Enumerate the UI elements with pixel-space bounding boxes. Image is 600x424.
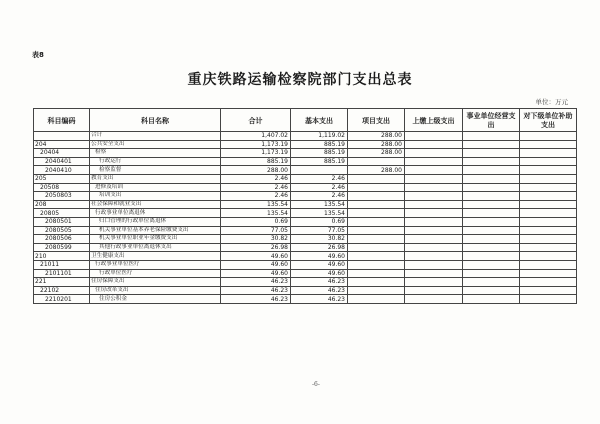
- cell-operating: [463, 278, 520, 287]
- cell-code: 2080505: [34, 226, 90, 235]
- cell-project: [348, 209, 405, 218]
- cell-code: 2101101: [34, 269, 90, 278]
- cell-total: 1,173.19: [221, 149, 291, 158]
- cell-basic: 1,119.02: [291, 132, 348, 141]
- cell-basic: 2.46: [291, 183, 348, 192]
- cell-total: 2.46: [221, 174, 291, 183]
- cell-code: 2080501: [34, 217, 90, 226]
- cell-code: 2040401: [34, 157, 90, 166]
- cell-code: 20404: [34, 149, 90, 158]
- cell-upper: [405, 157, 463, 166]
- table-body: [34, 132, 577, 304]
- table-row: [34, 278, 577, 287]
- cell-code: 210: [34, 252, 90, 261]
- cell-code: 208: [34, 200, 90, 209]
- cell-operating: [463, 286, 520, 295]
- cell-total: 135.54: [221, 209, 291, 218]
- header-subsidy: 对下级单位补助支出: [520, 109, 577, 132]
- header-basic: 基本支出: [291, 109, 348, 132]
- cell-total: 49.60: [221, 260, 291, 269]
- cell-upper: [405, 286, 463, 295]
- table-row: [34, 226, 577, 235]
- cell-name: 机关事业单位职业年金缴费支出: [90, 235, 221, 244]
- cell-upper: [405, 209, 463, 218]
- cell-code: 2080506: [34, 235, 90, 244]
- cell-name: 其他行政事业单位离退休支出: [90, 243, 221, 252]
- cell-upper: [405, 235, 463, 244]
- cell-project: [348, 260, 405, 269]
- cell-upper: [405, 278, 463, 287]
- cell-upper: [405, 252, 463, 261]
- cell-operating: [463, 132, 520, 141]
- table-row: [34, 140, 577, 149]
- cell-basic: 30.82: [291, 235, 348, 244]
- table-row: [34, 166, 577, 175]
- cell-total: 885.19: [221, 157, 291, 166]
- cell-subsidy: [520, 174, 577, 183]
- cell-upper: [405, 295, 463, 304]
- cell-operating: [463, 209, 520, 218]
- cell-upper: [405, 183, 463, 192]
- cell-project: [348, 183, 405, 192]
- header-project: 项目支出: [348, 109, 405, 132]
- cell-basic: 135.54: [291, 209, 348, 218]
- table-row: [34, 295, 577, 304]
- cell-subsidy: [520, 157, 577, 166]
- cell-basic: 49.60: [291, 252, 348, 261]
- cell-upper: [405, 149, 463, 158]
- cell-upper: [405, 174, 463, 183]
- table-row: [34, 183, 577, 192]
- cell-total: 49.60: [221, 269, 291, 278]
- cell-basic: 26.98: [291, 243, 348, 252]
- cell-total: 1,407.02: [221, 132, 291, 141]
- cell-project: [348, 226, 405, 235]
- cell-operating: [463, 260, 520, 269]
- cell-code: 20508: [34, 183, 90, 192]
- cell-project: [348, 200, 405, 209]
- cell-name: 归口管理的行政单位离退休: [90, 217, 221, 226]
- cell-project: [348, 192, 405, 201]
- cell-upper: [405, 132, 463, 141]
- cell-project: [348, 278, 405, 287]
- cell-operating: [463, 295, 520, 304]
- table-row: [34, 269, 577, 278]
- cell-subsidy: [520, 243, 577, 252]
- cell-code: 2210201: [34, 295, 90, 304]
- cell-code: 205: [34, 174, 90, 183]
- table-row: [34, 243, 577, 252]
- cell-operating: [463, 149, 520, 158]
- cell-name: 社会保障和就业支出: [90, 200, 221, 209]
- cell-code: 20805: [34, 209, 90, 218]
- cell-name: 合计: [90, 132, 221, 141]
- cell-subsidy: [520, 149, 577, 158]
- cell-basic: 0.69: [291, 217, 348, 226]
- cell-total: 49.60: [221, 252, 291, 261]
- cell-basic: 885.19: [291, 149, 348, 158]
- cell-basic: 885.19: [291, 140, 348, 149]
- cell-basic: 77.05: [291, 226, 348, 235]
- cell-basic: 46.23: [291, 286, 348, 295]
- cell-subsidy: [520, 226, 577, 235]
- cell-total: 2.46: [221, 192, 291, 201]
- table-row: [34, 132, 577, 141]
- cell-project: [348, 269, 405, 278]
- unit-label: 单位：万元: [535, 98, 568, 106]
- cell-basic: 49.60: [291, 260, 348, 269]
- table-row: [34, 200, 577, 209]
- cell-name: 进修及培训: [90, 183, 221, 192]
- header-name: 科目名称: [90, 109, 221, 132]
- cell-subsidy: [520, 295, 577, 304]
- cell-upper: [405, 192, 463, 201]
- table-row: [34, 157, 577, 166]
- cell-name: 卫生健康支出: [90, 252, 221, 261]
- cell-code: 2080599: [34, 243, 90, 252]
- footer-page-mark: -6-: [312, 381, 320, 388]
- cell-upper: [405, 166, 463, 175]
- cell-total: 1,173.19: [221, 140, 291, 149]
- cell-basic: 49.60: [291, 269, 348, 278]
- page-label: 表8: [32, 51, 44, 59]
- cell-name: 住房保障支出: [90, 278, 221, 287]
- cell-project: [348, 217, 405, 226]
- table-row: [34, 192, 577, 201]
- cell-upper: [405, 260, 463, 269]
- cell-upper: [405, 200, 463, 209]
- header-code: 科目编码: [34, 109, 90, 132]
- cell-project: 288.00: [348, 166, 405, 175]
- cell-project: [348, 286, 405, 295]
- table-row: [34, 209, 577, 218]
- cell-upper: [405, 269, 463, 278]
- cell-subsidy: [520, 183, 577, 192]
- cell-project: [348, 295, 405, 304]
- cell-name: 行政事业单位医疗: [90, 260, 221, 269]
- cell-name: 公共安全支出: [90, 140, 221, 149]
- cell-operating: [463, 269, 520, 278]
- table-row: [34, 260, 577, 269]
- cell-operating: [463, 200, 520, 209]
- cell-operating: [463, 243, 520, 252]
- table-row: [34, 217, 577, 226]
- cell-total: 46.23: [221, 286, 291, 295]
- table-row: [34, 286, 577, 295]
- cell-subsidy: [520, 166, 577, 175]
- cell-name: 行政运行: [90, 157, 221, 166]
- cell-subsidy: [520, 217, 577, 226]
- cell-upper: [405, 217, 463, 226]
- cell-operating: [463, 226, 520, 235]
- cell-subsidy: [520, 260, 577, 269]
- cell-total: 77.05: [221, 226, 291, 235]
- cell-operating: [463, 157, 520, 166]
- cell-subsidy: [520, 286, 577, 295]
- cell-code: [34, 132, 90, 141]
- cell-code: 2050803: [34, 192, 90, 201]
- page-title: 重庆铁路运输检察院部门支出总表: [187, 72, 413, 88]
- cell-total: 30.82: [221, 235, 291, 244]
- table-row: [34, 235, 577, 244]
- cell-basic: 2.46: [291, 192, 348, 201]
- cell-basic: 2.46: [291, 174, 348, 183]
- cell-name: 机关事业单位基本养老保险缴费支出: [90, 226, 221, 235]
- cell-subsidy: [520, 252, 577, 261]
- cell-total: 46.23: [221, 295, 291, 304]
- cell-subsidy: [520, 209, 577, 218]
- table-row: [34, 149, 577, 158]
- cell-operating: [463, 252, 520, 261]
- cell-code: 204: [34, 140, 90, 149]
- table-row: [34, 174, 577, 183]
- cell-basic: 46.23: [291, 295, 348, 304]
- cell-subsidy: [520, 140, 577, 149]
- cell-name: 检察: [90, 149, 221, 158]
- cell-project: [348, 174, 405, 183]
- cell-name: 教育支出: [90, 174, 221, 183]
- cell-operating: [463, 183, 520, 192]
- cell-upper: [405, 243, 463, 252]
- cell-upper: [405, 140, 463, 149]
- cell-name: 行政事业单位离退休: [90, 209, 221, 218]
- cell-project: 288.00: [348, 149, 405, 158]
- cell-subsidy: [520, 192, 577, 201]
- cell-total: 135.54: [221, 200, 291, 209]
- cell-code: 21011: [34, 260, 90, 269]
- header-total: 合计: [221, 109, 291, 132]
- cell-subsidy: [520, 269, 577, 278]
- cell-project: [348, 157, 405, 166]
- cell-total: 46.23: [221, 278, 291, 287]
- cell-operating: [463, 217, 520, 226]
- table-header-row: [34, 109, 577, 132]
- cell-basic: [291, 166, 348, 175]
- cell-operating: [463, 140, 520, 149]
- cell-project: 288.00: [348, 140, 405, 149]
- cell-subsidy: [520, 235, 577, 244]
- cell-operating: [463, 235, 520, 244]
- cell-upper: [405, 226, 463, 235]
- cell-total: 2.46: [221, 183, 291, 192]
- cell-name: 住房公积金: [90, 295, 221, 304]
- cell-total: 288.00: [221, 166, 291, 175]
- cell-code: 2040410: [34, 166, 90, 175]
- cell-operating: [463, 192, 520, 201]
- expenditure-table: [33, 108, 577, 304]
- cell-basic: 135.54: [291, 200, 348, 209]
- cell-subsidy: [520, 278, 577, 287]
- cell-project: [348, 252, 405, 261]
- cell-project: [348, 243, 405, 252]
- cell-basic: 46.23: [291, 278, 348, 287]
- cell-operating: [463, 174, 520, 183]
- cell-code: 22102: [34, 286, 90, 295]
- cell-name: 培训支出: [90, 192, 221, 201]
- cell-code: 221: [34, 278, 90, 287]
- cell-project: 288.00: [348, 132, 405, 141]
- header-upper: 上缴上级支出: [405, 109, 463, 132]
- cell-project: [348, 235, 405, 244]
- cell-total: 0.69: [221, 217, 291, 226]
- cell-name: 住房改革支出: [90, 286, 221, 295]
- table-row: [34, 252, 577, 261]
- cell-name: 检察监督: [90, 166, 221, 175]
- cell-basic: 885.19: [291, 157, 348, 166]
- cell-subsidy: [520, 132, 577, 141]
- cell-operating: [463, 166, 520, 175]
- header-operating: 事业单位经营支出: [463, 109, 520, 132]
- cell-total: 26.98: [221, 243, 291, 252]
- cell-subsidy: [520, 200, 577, 209]
- cell-name: 行政单位医疗: [90, 269, 221, 278]
